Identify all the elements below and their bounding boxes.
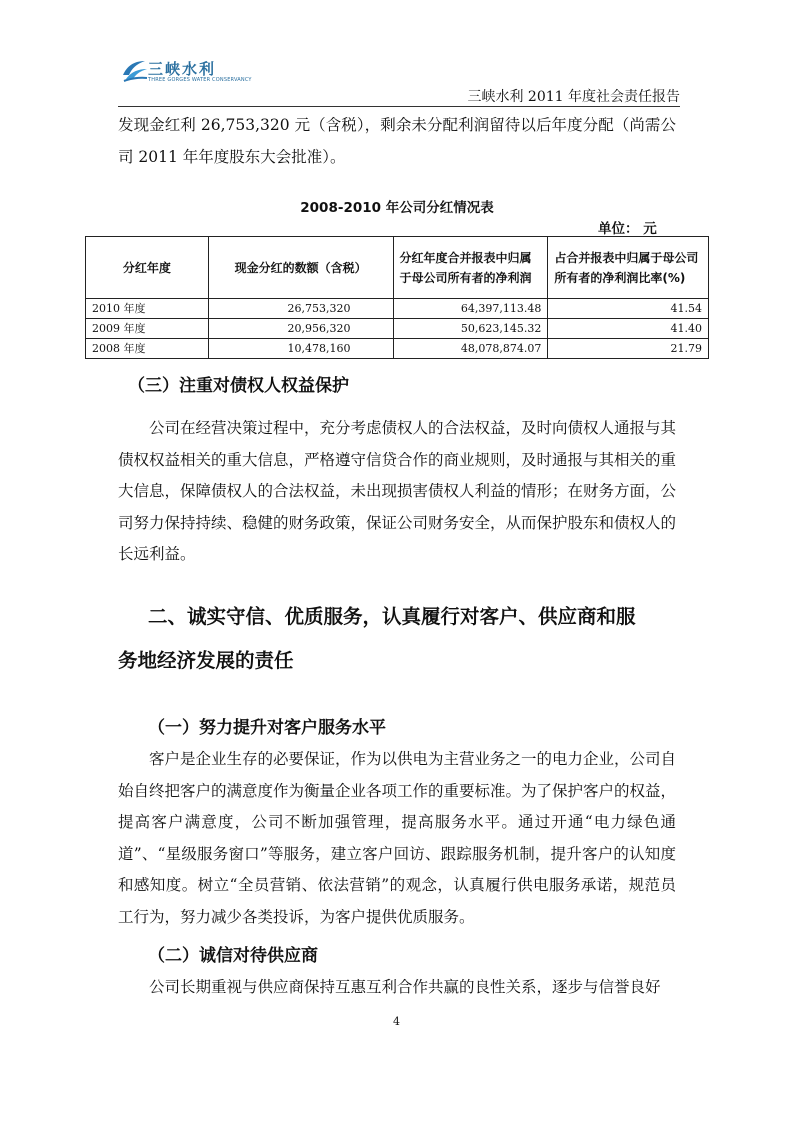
sub1-paragraph	[118, 744, 676, 933]
sub1-heading: （一）努力提升对客户服务水平	[148, 718, 386, 738]
report-title: 三峡水利 2011 年度社会责任报告	[467, 89, 680, 105]
intro-text: 发现金红利 26,753,320 元（含税），剩余未分配利润留待以后年度分配（尚需公司 2011 年年度股东大会批准）。	[118, 116, 676, 166]
sub2-heading: （二）诚信对待供应商	[148, 946, 318, 966]
table-row	[86, 319, 709, 339]
section3-text: 公司在经营决策过程中，充分考虑债权人的合法权益，及时向债权人通报与其债权权益相关的重大信息，严格遵守信贷合作的商业规则，及时通报与其相关的重大信息，保障债权人的合法权益，未出现损害债权人利益的情形；在财务方面，公司努力保持持续、稳健的财务政策，保证公司财务安全，从而保护股东和债权人的长远利益。	[118, 419, 677, 563]
cell-cash: 10,478,160	[208, 339, 393, 359]
table-unit: 单位： 元	[598, 221, 657, 237]
table-row	[86, 299, 709, 319]
section-two-heading: 二、诚实守信、优质服务，认真履行对客户、供应商和服务地经济发展的责任	[118, 605, 636, 672]
sub2-paragraph	[118, 972, 676, 1004]
cell-year: 2009 年度	[86, 319, 209, 339]
section3-paragraph	[118, 413, 676, 571]
section3-heading: （三）注重对债权人权益保护	[128, 376, 349, 396]
cell-profit: 50,623,145.32	[393, 319, 548, 339]
dividend-table	[85, 236, 709, 359]
cell-cash: 20,956,320	[208, 319, 393, 339]
cell-year: 2008 年度	[86, 339, 209, 359]
sub1-text: 客户是企业生存的必要保证，作为以供电为主营业务之一的电力企业，公司自始自终把客户的满意度作为衡量企业各项工作的重要标准。为了保护客户的权益，提高客户满意度，公司不断加强管理，提高服务水平。通过开通“电力绿色通道”、“星级服务窗口”等服务，建立客户回访、跟踪服务机制，提升客户的认知度和感知度。树立“全员营销、依法营销”的观念，认真履行供电服务承诺，规范员工行为，努力减少各类投诉，为客户提供优质服务。	[118, 750, 677, 926]
page-number: 4	[393, 1015, 400, 1028]
company-logo-icon	[121, 57, 149, 83]
table-title: 2008-2010 年公司分红情况表	[300, 200, 494, 216]
cell-ratio: 41.40	[548, 319, 709, 339]
header-year: 分红年度	[86, 237, 209, 299]
cell-profit: 64,397,113.48	[393, 299, 548, 319]
cell-ratio: 41.54	[548, 299, 709, 319]
logo-name: 三峡水利	[148, 60, 217, 78]
header-profit: 分红年度合并报表中归属于母公司所有者的净利润	[393, 237, 548, 299]
header-divider	[118, 106, 680, 107]
cell-ratio: 21.79	[548, 339, 709, 359]
table-header-row	[86, 237, 709, 299]
cell-cash: 26,753,320	[208, 299, 393, 319]
logo-subtitle: THREE GORGES WATER CONSERVANCY	[148, 77, 252, 83]
intro-paragraph	[118, 110, 676, 173]
header-ratio: 占合并报表中归属于母公司所有者的净利润比率(%)	[548, 237, 709, 299]
sub2-text: 公司长期重视与供应商保持互惠互利合作共赢的良性关系，逐步与信誉良好	[149, 978, 661, 996]
cell-year: 2010 年度	[86, 299, 209, 319]
cell-profit: 48,078,874.07	[393, 339, 548, 359]
header-cash: 现金分红的数额（含税）	[208, 237, 393, 299]
table-row	[86, 339, 709, 359]
